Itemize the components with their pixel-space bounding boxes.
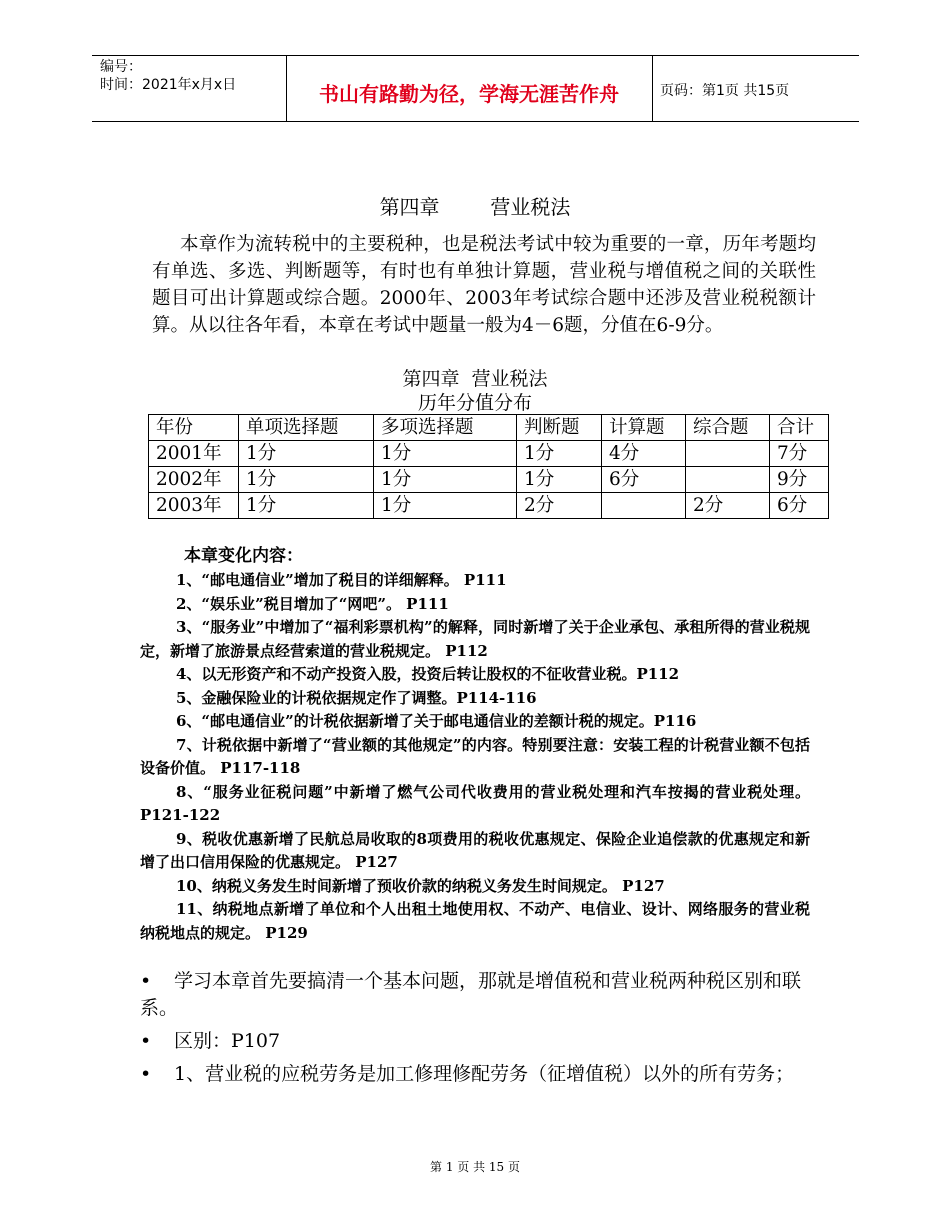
table-header-cell: 多项选择题 bbox=[374, 415, 517, 441]
table-row bbox=[149, 467, 829, 493]
list-item bbox=[140, 968, 820, 1022]
header-divider-right bbox=[652, 55, 653, 121]
table-cell: 2003年 bbox=[149, 493, 239, 519]
change-item: 11、纳税地点新增了单位和个人出租土地使用权、不动产、电信业、设计、网络服务的营业税纳税地点的规定。 P129 bbox=[140, 900, 810, 942]
list-item-text: 1、营业税的应税劳务是加工修理修配劳务（征增值税）以外的所有劳务； bbox=[174, 1063, 795, 1085]
table-cell: 1分 bbox=[517, 467, 602, 493]
table-cell: 2分 bbox=[517, 493, 602, 519]
table-header-cell: 综合题 bbox=[686, 415, 770, 441]
change-item: 9、税收优惠新增了民航总局收取的8项费用的税收优惠规定、保险企业追偿款的优惠规定和新增了出口信用保险的优惠规定。 P127 bbox=[140, 829, 810, 871]
table-header-cell: 计算题 bbox=[602, 415, 686, 441]
table-cell: 2分 bbox=[686, 493, 770, 519]
bullet-icon: • bbox=[140, 1063, 152, 1085]
table-cell: 1分 bbox=[374, 493, 517, 519]
chapter-title: 第四章 营业税法 bbox=[379, 195, 571, 219]
header-bottom-rule bbox=[92, 121, 859, 122]
table-subtitle: 历年分值分布 bbox=[417, 392, 532, 414]
header-meta bbox=[100, 58, 236, 94]
list-item bbox=[140, 1061, 820, 1088]
table-cell: 1分 bbox=[239, 467, 374, 493]
table-cell: 6分 bbox=[770, 493, 829, 519]
list-item-text: 学习本章首先要搞清一个基本问题，那就是增值税和营业税两种税区别和联系。 bbox=[140, 970, 802, 1019]
header-code-label: 编号： bbox=[100, 59, 142, 75]
bullet-icon: • bbox=[140, 970, 152, 992]
table-header-cell: 判断题 bbox=[517, 415, 602, 441]
table-cell bbox=[686, 467, 770, 493]
header-time-label: 时间：2021年x月x日 bbox=[100, 77, 237, 93]
page-footer: 第 1 页 共 15 页 bbox=[430, 1160, 520, 1174]
table-header-cell: 合计 bbox=[770, 415, 829, 441]
table-header-cell: 年份 bbox=[149, 415, 239, 441]
table-cell: 9分 bbox=[770, 467, 829, 493]
table-cell bbox=[686, 441, 770, 467]
table-cell bbox=[602, 493, 686, 519]
table-header-row bbox=[149, 415, 829, 441]
table-cell: 7分 bbox=[770, 441, 829, 467]
table-cell: 1分 bbox=[374, 467, 517, 493]
change-item: 3、“服务业”中增加了“福利彩票机构”的解释，同时新增了关于企业承包、承租所得的营业税规定，新增了旅游景点经营索道的营业税规定。 P112 bbox=[140, 618, 810, 660]
table-cell: 6分 bbox=[602, 467, 686, 493]
change-item: 1、“邮电通信业”增加了税目的详细解释。 P111 bbox=[176, 571, 507, 589]
chapter-changes bbox=[140, 543, 810, 945]
table-row bbox=[149, 441, 829, 467]
intro-paragraph bbox=[152, 212, 816, 339]
list-item-text: 区别：P107 bbox=[174, 1030, 281, 1052]
table-title: 第四章 营业税法 bbox=[402, 368, 548, 390]
change-item: 7、计税依据中新增了“营业额的其他规定”的内容。特别要注意：安装工程的计税营业额不包括设备价值。 P117-118 bbox=[140, 735, 810, 777]
table-cell: 1分 bbox=[374, 441, 517, 467]
change-item: 4、以无形资产和不动产投资入股，投资后转让股权的不征收营业税。P112 bbox=[176, 665, 680, 683]
intro-text: 本章作为流转税中的主要税种，也是税法考试中较为重要的一章，历年考题均有单选、多选、判断题等，有时也有单独计算题，营业税与增值税之间的关联性题目可出计算题或综合题。2000年、2003年考试综合题中还涉及营业税税额计算。从以往各年看，本章在考试中题量一般为4－6题，分值在6-9分。 bbox=[152, 234, 816, 336]
header-page-info: 页码：第1页 共15页 bbox=[660, 83, 790, 99]
change-item: 2、“娱乐业”税目增加了“网吧”。 P111 bbox=[176, 594, 449, 613]
table-cell: 1分 bbox=[239, 441, 374, 467]
change-item: 8、“服务业征税问题”中新增了燃气公司代收费用的营业税处理和汽车按揭的营业税处理。 P121-122 bbox=[140, 782, 810, 824]
table-cell: 1分 bbox=[239, 493, 374, 519]
table-cell: 2002年 bbox=[149, 467, 239, 493]
table-cell: 1分 bbox=[517, 441, 602, 467]
table-header-cell: 单项选择题 bbox=[239, 415, 374, 441]
list-item bbox=[140, 1028, 820, 1055]
table-row bbox=[149, 493, 829, 519]
changes-heading: 本章变化内容： bbox=[184, 546, 303, 566]
table-cell: 2001年 bbox=[149, 441, 239, 467]
key-points-list bbox=[140, 968, 820, 1094]
bullet-icon: • bbox=[140, 1030, 152, 1052]
change-item: 6、“邮电通信业”的计税依据新增了关于邮电通信业的差额计税的规定。P116 bbox=[176, 712, 697, 730]
header-top-rule bbox=[92, 55, 859, 56]
table-cell: 4分 bbox=[602, 441, 686, 467]
score-distribution-table bbox=[148, 414, 829, 519]
header-motto: 书山有路勤为径，学海无涯苦作舟 bbox=[319, 82, 619, 106]
change-item: 5、金融保险业的计税依据规定作了调整。P114-116 bbox=[176, 688, 537, 707]
change-item: 10、纳税义务发生时间新增了预收价款的纳税义务发生时间规定。 P127 bbox=[176, 876, 665, 895]
